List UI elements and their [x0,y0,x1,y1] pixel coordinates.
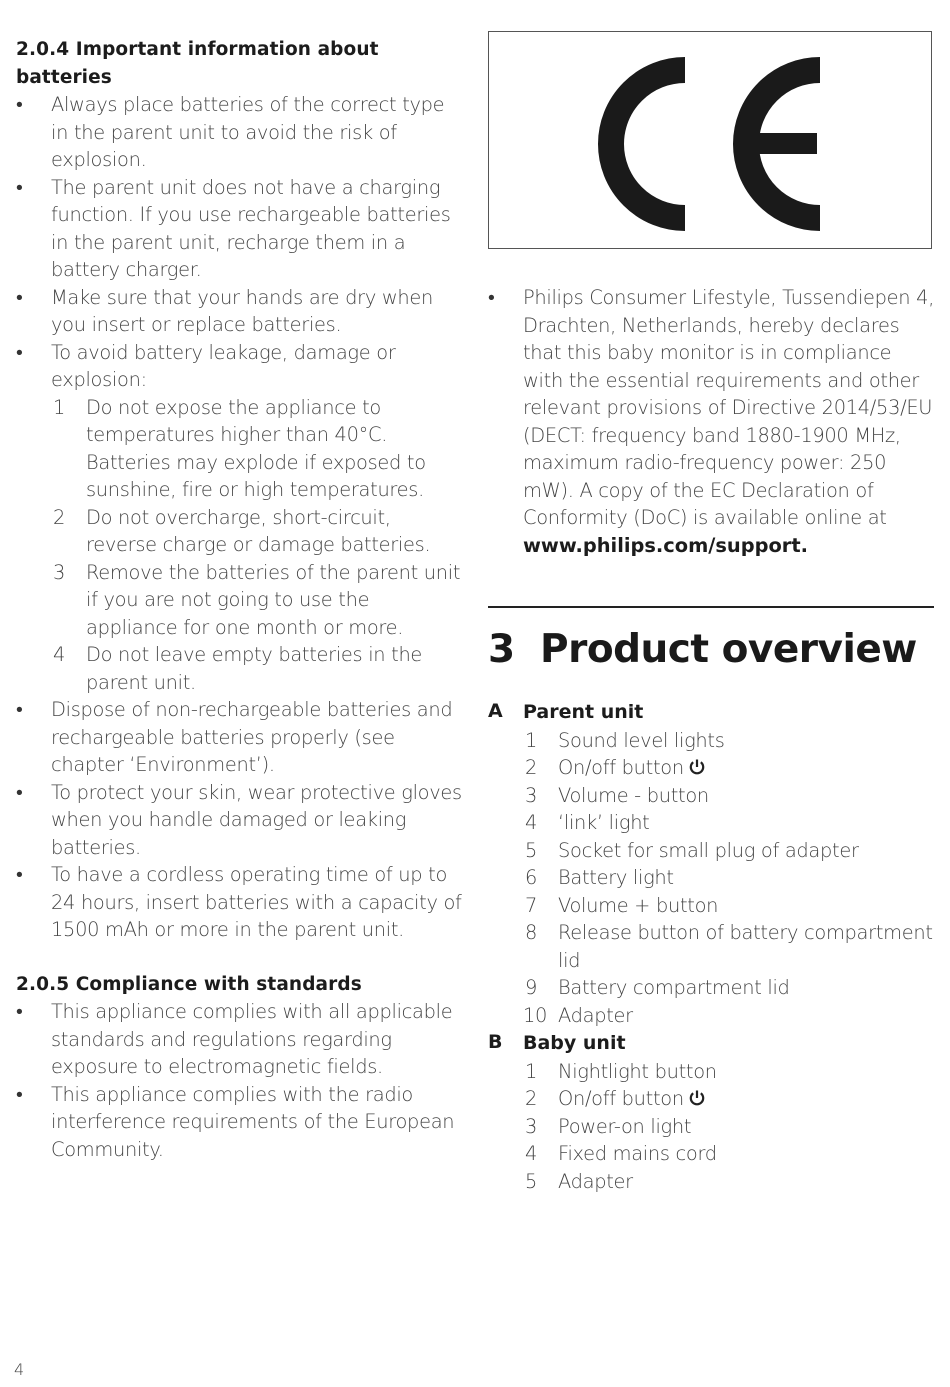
bullet-item: • Dispose of non-rechargeable batteries and rechargeable batteries properly (see chapter ‘Environment’). [16,696,466,779]
power-icon [688,758,706,776]
section-title-compliance: 2.0.5 Compliance with standards [16,973,362,995]
overview-item [523,837,936,865]
item-label: Adapter [558,1003,633,1027]
item-number: 5 [525,1169,538,1193]
item-number: 5 [525,838,538,862]
power-icon [688,1089,706,1107]
overview-item [523,1168,936,1196]
item-label: Sound level lights [558,728,725,752]
item-number: 4 [525,811,538,834]
item-label: Volume + button [558,893,719,917]
battery-steps-list [51,394,466,697]
numbered-item: 3 Remove the batteries of the parent unit if you are not going to use the appliance for one month or more. [53,560,461,639]
item-number: 1 [525,1059,538,1083]
bullet-item: • To avoid battery leakage, damage or explosion: 1 Do not expose the appliance to temperatures higher than 40°C. Batteries may explode if exposed to sunshine, fire or high temperatures. 2 Do not overcharge, short-circuit, reverse charge or damage batteries. 3 Remove the batteries of the parent unit if you are not going to use the appliance for one month or more. 4 Do not leave empty batteries in the parent unit. [16,339,466,697]
left-column [16,0,466,1163]
numbered-item: 4 Do not leave empty batteries in the parent unit. [53,643,423,694]
overview-item [523,974,936,1002]
baby-unit-items [523,1058,936,1196]
chapter-title: 3 Product overview [488,627,917,672]
overview-item [523,1085,936,1113]
compliance-bullet-list [16,998,466,1163]
item-number: 3 [525,1114,538,1138]
item-label: On/off button [558,1087,684,1110]
item-label: Battery compartment lid [558,976,790,999]
item-number: 9 [525,976,538,999]
item-label: Battery light [558,866,674,889]
item-number: 6 [525,866,538,889]
numbered-item: 1 Do not expose the appliance to temperatures higher than 40°C. Batteries may explode if exposed to sunshine, fire or high temperatures. [53,395,426,501]
item-number: 10 [523,1003,548,1027]
philips-support-link[interactable]: www.philips.com/support. [523,533,809,557]
overview-item [523,1002,936,1030]
bullet-item: • Make sure that your hands are dry when you insert or replace batteries. [16,284,466,339]
ce-mark-icon [489,32,930,247]
item-label: Release button of battery compartment lid [558,921,933,972]
item-label: Socket for small plug of adapter [558,838,859,862]
declaration-list [488,284,936,559]
overview-item [523,782,936,810]
parent-unit-items [523,727,936,1030]
item-number: 8 [525,921,538,944]
item-label: On/off button [558,756,684,779]
overview-item [523,919,936,974]
bullet-item: • The parent unit does not have a charging function. If you use rechargeable batteries in the parent unit, recharge them in a battery charger. [16,174,466,284]
item-number: 2 [525,1087,538,1110]
item-number: 4 [525,1142,538,1165]
bullet-item: • To have a cordless operating time of up to 24 hours, insert batteries with a capacity of 1500 mAh or more in the parent unit. [16,861,466,944]
bullet-item: • Philips Consumer Lifestyle, Tussendiepen 4, Drachten, Netherlands, hereby declares that this baby monitor is in compliance with the essential requirements and other relevant provisions of Directive 2014/53/EU (DECT: frequency band 1880-1900 MHz, maximum radio-frequency power: 250 mW). A copy of the EC Declaration of Conformity (DoC) is available online at www.philips.com/support. [488,284,936,559]
overview-item [523,809,936,837]
bullet-item: • This appliance complies with all applicable standards and regulations regarding exposure to electromagnetic fields. [16,998,466,1081]
group-parent-unit: A Parent unit 1 Sound level lights 2 On/off button 3 Volume - button 4 ‘link’ light 5 Socket for small plug of adapter 6 Battery light 7 Volume + button 8 Release button of battery compartment lid 9 Battery compartment lid 10 Adapter [488,698,936,1029]
section-spacer [16,944,466,971]
item-label: ‘link’ light [558,811,650,834]
overview-item [523,1140,936,1168]
item-number: 3 [525,783,538,807]
overview-item [523,1058,936,1086]
overview-item [523,1113,936,1141]
section-title-batteries: 2.0.4 Important information about batteries [16,39,379,88]
ce-mark-box [488,31,932,249]
bullet-item: • This appliance complies with the radio interference requirements of the European Community. [16,1081,466,1164]
item-label: Nightlight button [558,1059,717,1083]
item-number: 1 [525,728,538,752]
overview-item [523,727,936,755]
item-label: Power-on light [558,1114,692,1138]
ce-letter-c [611,70,685,218]
item-label: Adapter [558,1169,633,1193]
group-title: Parent unit [523,701,644,723]
item-number: 2 [525,756,538,779]
chapter-divider [488,606,934,608]
item-label: Volume - button [558,783,709,807]
overview-item [523,754,936,782]
group-baby-unit: B Baby unit 1 Nightlight button 2 On/off button 3 Power-on light 4 Fixed mains cord 5 Adapter [488,1029,936,1195]
bullet-item: • Always place batteries of the correct type in the parent unit to avoid the risk of explosion. [16,91,466,174]
group-title: Baby unit [523,1032,626,1054]
product-overview-list [488,698,936,1195]
ce-letter-e-bar [745,133,817,154]
overview-item [523,864,936,892]
numbered-item: 2 Do not overcharge, short-circuit, reverse charge or damage batteries. [53,505,431,556]
batteries-bullet-list [16,91,466,944]
bullet-item: • To protect your skin, wear protective gloves when you handle damaged or leaking batteries. [16,779,466,862]
item-number: 7 [525,893,538,917]
item-label: Fixed mains cord [558,1142,717,1165]
top-spacer [16,0,466,36]
overview-item [523,892,936,920]
declaration-block [488,284,936,559]
page-number: 4 [14,1360,25,1379]
